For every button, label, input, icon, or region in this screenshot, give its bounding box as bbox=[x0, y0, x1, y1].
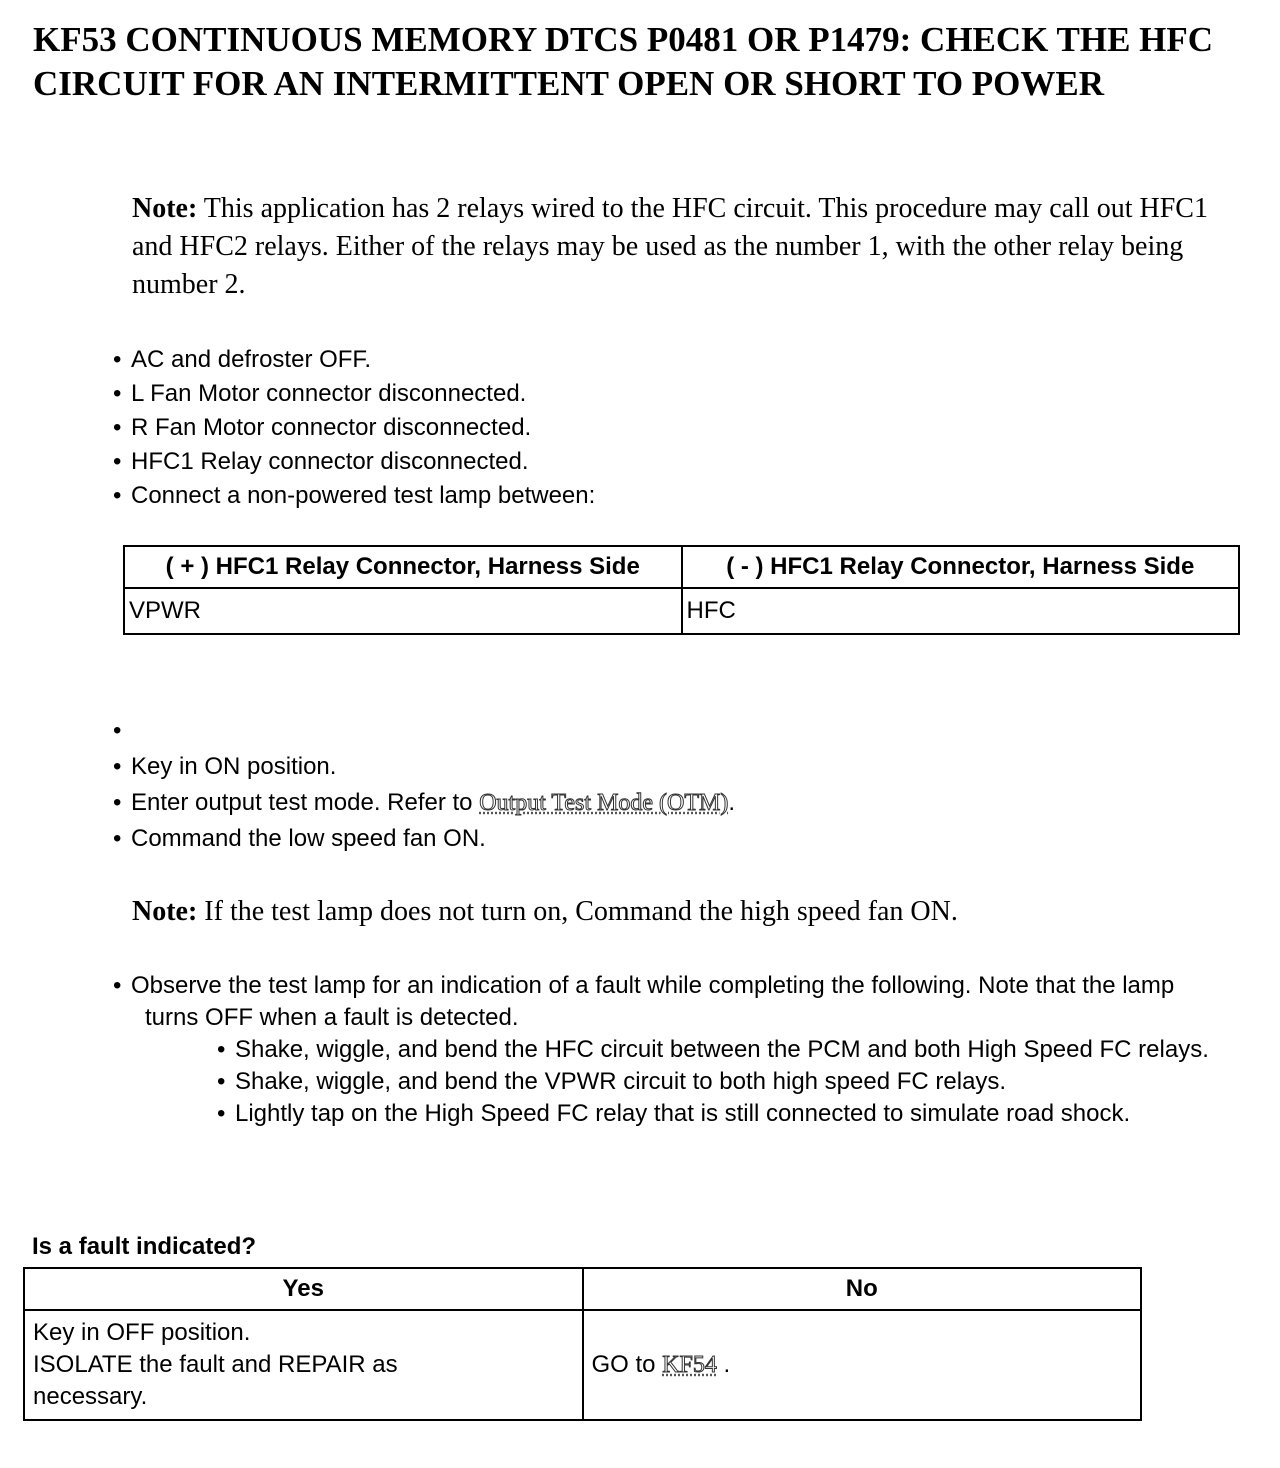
list-item: • Shake, wiggle, and bend the VPWR circuit to both high speed FC relays. bbox=[217, 1066, 1233, 1098]
yes-line: ISOLATE the fault and REPAIR as bbox=[33, 1351, 398, 1378]
list-item: • HFC1 Relay connector disconnected. bbox=[113, 445, 595, 479]
no-cell bbox=[583, 1310, 1142, 1420]
list-item: • R Fan Motor connector disconnected. bbox=[113, 411, 595, 445]
observe-text: • Observe the test lamp for an indication of a fault while completing the following. Note that the lamp turns OFF when a fault is detected. bbox=[131, 972, 1175, 1031]
setup-list bbox=[113, 343, 595, 513]
list-item: • L Fan Motor connector disconnected. bbox=[113, 377, 595, 411]
list-item: • AC and defroster OFF. bbox=[113, 343, 595, 377]
list-item bbox=[113, 785, 735, 821]
table-cell: VPWR bbox=[124, 588, 682, 634]
yes-header: Yes bbox=[24, 1268, 583, 1310]
test-steps-list bbox=[113, 713, 735, 857]
table-header: ( - ) HFC1 Relay Connector, Harness Side bbox=[682, 546, 1240, 588]
result-table bbox=[23, 1267, 1142, 1421]
otm-link[interactable]: Output Test Mode (OTM) bbox=[479, 790, 729, 816]
sub-steps bbox=[131, 1034, 1233, 1130]
kf54-link[interactable]: KF54 bbox=[662, 1352, 717, 1378]
note-text: This application has 2 relays wired to the HFC circuit. This procedure may call out HFC1 and HFC2 relays. Either of the relays may be used as the number 1, with the other relay being number 2. bbox=[132, 193, 1208, 300]
note-text: If the test lamp does not turn on, Command the high speed fan ON. bbox=[197, 896, 958, 927]
list-item bbox=[217, 1034, 1233, 1066]
list-item bbox=[113, 713, 735, 749]
list-item: • Connect a non-powered test lamp between: bbox=[113, 479, 595, 513]
note-label: Note: bbox=[132, 896, 198, 927]
note-label: Note: bbox=[132, 193, 198, 224]
sub-step-text: • Lightly tap on the High Speed FC relay that is still connected to simulate road shock. bbox=[235, 1100, 1131, 1127]
yes-line: necessary. bbox=[33, 1383, 148, 1410]
list-item: • Command the low speed fan ON. bbox=[113, 821, 735, 857]
sub-step-text: • Shake, wiggle, and bend the HFC circuit between the PCM and both High Speed FC relays. bbox=[235, 1036, 1209, 1063]
yes-line: Key in OFF position. bbox=[33, 1319, 251, 1346]
table-header: ( + ) HFC1 Relay Connector, Harness Side bbox=[124, 546, 682, 588]
list-item: • Key in ON position. bbox=[113, 749, 735, 785]
page-title: KF53 CONTINUOUS MEMORY DTCS P0481 OR P1479: CHECK THE HFC CIRCUIT FOR AN INTERMITTENT OPEN OR SHORT TO POWER bbox=[33, 20, 1214, 103]
note-high-speed bbox=[132, 893, 1242, 931]
test-lamp-table bbox=[123, 545, 1240, 635]
no-header: No bbox=[583, 1268, 1142, 1310]
list-item bbox=[217, 1098, 1233, 1130]
no-text: . bbox=[716, 1351, 731, 1378]
list-item bbox=[113, 970, 1233, 1130]
yes-cell bbox=[24, 1310, 583, 1420]
step-text: Enter output test mode. Refer to bbox=[131, 789, 480, 816]
table-cell: HFC bbox=[682, 588, 1240, 634]
no-text: GO to bbox=[591, 1351, 663, 1378]
step-text: . bbox=[728, 789, 736, 816]
question-label: Is a fault indicated? bbox=[32, 1233, 257, 1260]
observe-list bbox=[113, 970, 1233, 1130]
note-relays bbox=[132, 190, 1242, 304]
